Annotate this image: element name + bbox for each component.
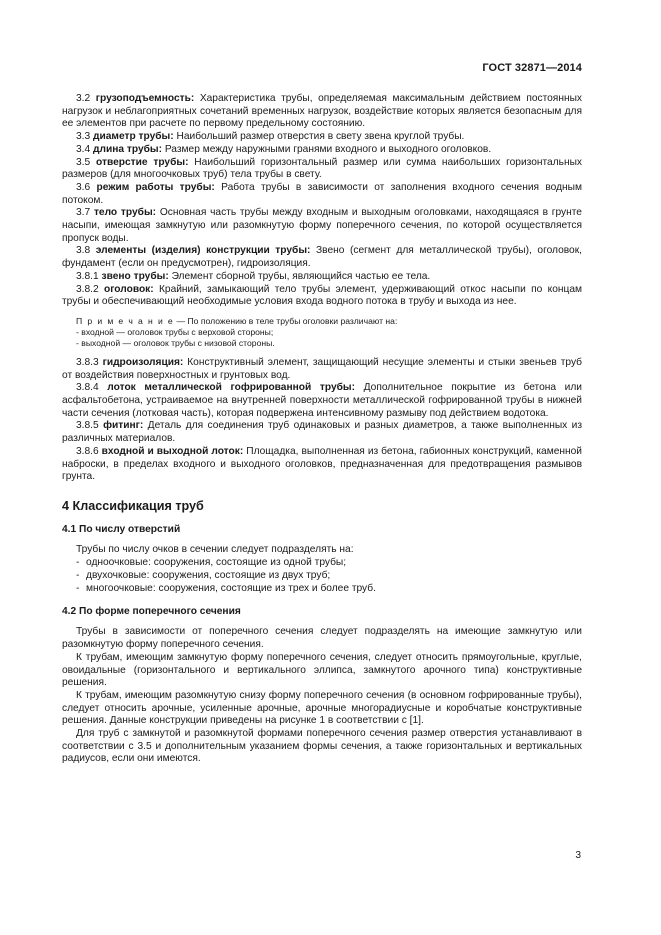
term-entry — [62, 131, 582, 144]
term-name: режим работы трубы: — [96, 181, 215, 193]
term-definition: Наибольший размер отверстия в свету звена круглой трубы. — [176, 131, 465, 143]
term-name: входной и выходной лоток: — [101, 445, 244, 457]
term-definition: Площадка, выполненная из бетона, габионных конструкций, каменной наброски, в пределах входного и выходного оголовков, предназначенная для предотвращения размывов грунта. — [62, 445, 582, 483]
term-definition: Размер между наружными гранями входного и выходного оголовков. — [164, 143, 492, 155]
term-entry — [62, 207, 582, 245]
term-number: 3.8.1 — [76, 270, 99, 282]
list-item — [76, 583, 582, 596]
term-definition: Крайний, замыкающий тело трубы элемент, удерживающий откос насыпи по концам трубы и обеспечивающий необходимые условия входа водного потока в трубу и выхода из нее. — [62, 283, 582, 308]
list-item-text: двухочковые: сооружения, состоящие из двух труб; — [86, 569, 331, 581]
term-definition: Деталь для соединения труб одинаковых и разных диаметров, а также выполненных из различных материалов. — [62, 420, 582, 445]
term-entry — [62, 420, 582, 445]
term-number: 3.8.4 — [76, 382, 99, 394]
term-entry — [62, 382, 582, 420]
page-body — [62, 93, 582, 766]
term-number: 3.8.2 — [76, 283, 99, 295]
term-entry — [62, 245, 582, 270]
term-name: тело трубы: — [93, 207, 157, 219]
term-number: 3.8 — [76, 245, 91, 257]
note-dash: — — [174, 315, 188, 326]
term-number: 3.2 — [76, 93, 91, 104]
term-entry — [62, 357, 582, 382]
term-definition: Элемент сборной трубы, являющийся частью ее тела. — [171, 270, 431, 282]
term-entry — [62, 144, 582, 157]
note-block — [76, 316, 582, 349]
note-text: По положению в теле трубы оголовки различают на: — [187, 315, 398, 326]
term-name: грузоподъемность: — [95, 93, 195, 104]
list-marker: - — [76, 582, 80, 594]
term-name: оголовок: — [103, 283, 154, 295]
term-definition: Конструктивный элемент, защищающий несущие элементы и стыки звеньев труб от воздействия поверхностных и грунтовых вод. — [62, 356, 582, 381]
document-code: ГОСТ 32871—2014 — [482, 62, 582, 74]
term-definition: Работа трубы в зависимости от заполнения входного сечения водным потоком. — [62, 181, 582, 206]
term-definition: Звено (сегмент для металлической трубы), оголовок, фундамент (если он предусмотрен), гидроизоляция. — [62, 245, 582, 270]
term-name: диаметр трубы: — [93, 131, 174, 143]
list-item — [76, 557, 582, 570]
term-number: 3.7 — [76, 207, 91, 219]
paragraph: Трубы по числу очков в сечении следует подразделять на: — [76, 543, 354, 555]
term-entry — [62, 284, 582, 309]
term-definition: Наибольший горизонтальный размер или сумма наибольших горизонтальных размеров (для многоочковых труб) тела трубы в свету. — [62, 156, 582, 181]
list-item — [76, 570, 582, 583]
note-item: - входной — оголовок трубы с верховой стороны; — [76, 326, 274, 337]
page-number: 3 — [575, 850, 581, 861]
note-label: П р и м е ч а н и е — [76, 315, 175, 326]
term-name: звено трубы: — [101, 270, 169, 282]
term-number: 3.6 — [76, 181, 91, 193]
term-name: лоток металлической гофрированной трубы: — [107, 382, 356, 394]
term-name: элементы (изделия) конструкции трубы: — [95, 245, 311, 257]
paragraph: К трубам, имеющим разомкнутую снизу форму поперечного сечения (в основном гофрированные трубы), следует относить арочные, усиленные арочные, арочные многорадиусные и коробчатые конструктивные решения. Данные конструкции приведены на рисунке 1 в соответствии с [1]. — [62, 689, 582, 727]
paragraph: Для труб с замкнутой и разомкнутой формами поперечного сечения размер отверстия устанавливают в соответствии с 3.5 и дополнительным указанием формы сечения, а также горизонтальных и вертикальных радиусов, если они имеются. — [62, 728, 582, 765]
term-number: 3.8.3 — [76, 356, 99, 368]
term-name: фитинг: — [103, 420, 144, 432]
term-number: 3.3 — [76, 131, 91, 143]
term-number: 3.5 — [76, 156, 91, 168]
paragraph: Трубы в зависимости от поперечного сечения следует подразделять на имеющие замкнутую или разомкнутую форму поперечного сечения. — [62, 626, 582, 651]
term-definitions-continued — [62, 357, 582, 484]
term-definition: Характеристика трубы, определяемая максимальным действием постоянных нагрузок и неблагоприятных сочетаний временных нагрузок, воздействие которых является безопасным для ее элементов при расчете по первому предельному состоянию. — [62, 93, 582, 130]
term-entry — [62, 93, 582, 131]
subsection-heading: 4.1 По числу отверстий — [62, 523, 181, 535]
list-item-text: одноочковые: сооружения, состоящие из одной трубы; — [86, 556, 347, 568]
term-definitions — [62, 93, 582, 309]
term-name: длина трубы: — [93, 143, 162, 155]
term-entry — [62, 271, 582, 284]
note-line — [76, 316, 582, 327]
term-number: 3.8.5 — [76, 420, 99, 432]
paragraph: К трубам, имеющим замкнутую форму поперечного сечения, следует относить прямоугольные, круглые, овоидальные (горизонтального и вертикального эллипса, замкнутого арочного типа) конструктивные решения. — [62, 651, 582, 689]
term-entry — [62, 446, 582, 484]
bullet-list — [62, 557, 582, 596]
term-entry — [62, 182, 582, 207]
term-definition: Дополнительное покрытие из бетона или асфальтобетона, устраиваемое на внутренней поверхности металлической гофрированной трубы в нижней части сечения (лотковая часть), которая подвержена интенсивному размыву под действием водотока. — [62, 382, 582, 419]
subsection-heading: 4.2 По форме поперечного сечения — [62, 606, 241, 618]
term-definition: Основная часть трубы между входным и выходным оголовками, находящаяся в грунте насыпи, имеющая замкнутую или разомкнутую форму поперечного сечения, по которой осуществляется пропуск воды. — [62, 207, 582, 244]
list-item-text: многоочковые: сооружения, состоящие из трех и более труб. — [86, 582, 376, 594]
term-name: гидроизоляция: — [102, 356, 184, 368]
list-marker: - — [76, 569, 80, 581]
section-heading: 4 Классификация труб — [62, 498, 204, 513]
list-marker: - — [76, 556, 80, 568]
term-number: 3.4 — [76, 143, 91, 155]
term-name: отверстие трубы: — [95, 156, 189, 168]
note-item: - выходной — оголовок трубы с низовой стороны. — [76, 337, 275, 348]
term-number: 3.8.6 — [76, 445, 99, 457]
term-entry — [62, 157, 582, 182]
